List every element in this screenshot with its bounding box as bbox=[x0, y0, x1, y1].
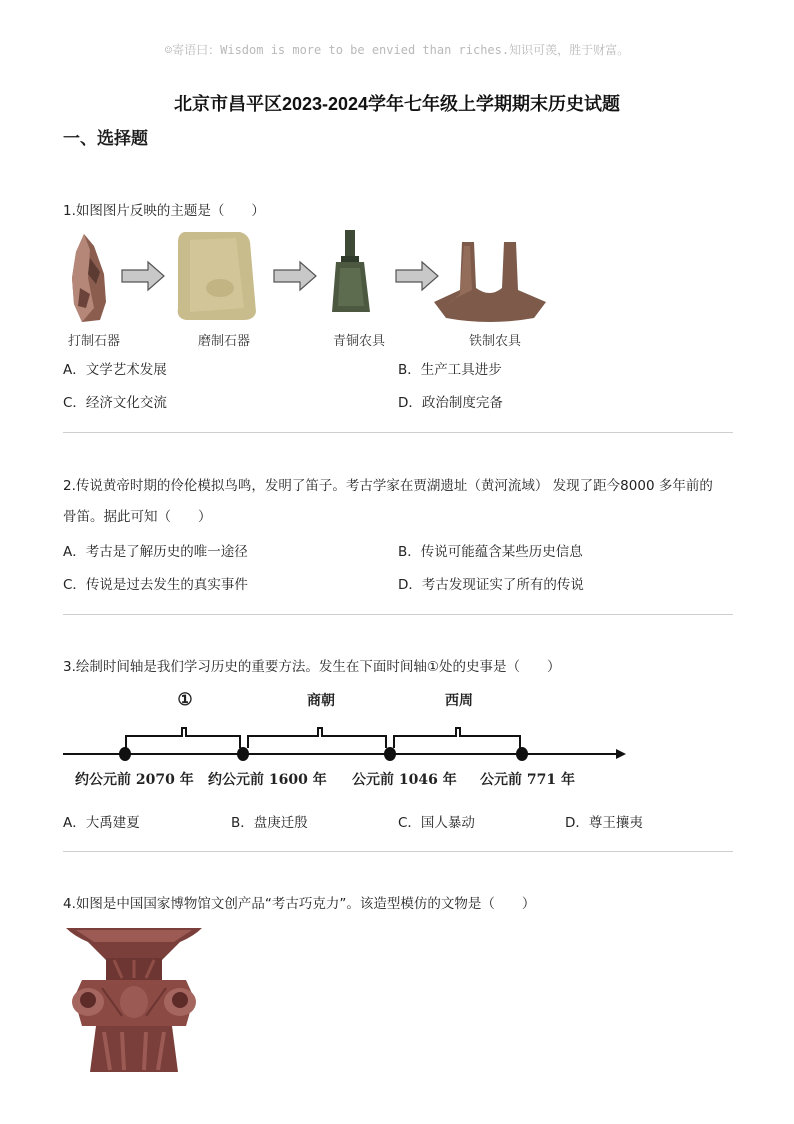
polished-stone-image bbox=[178, 232, 256, 320]
question-3-stem: 3.绘制时间轴是我们学习历史的重要方法。发生在下面时间轴①处的史事是（ ） bbox=[63, 659, 561, 675]
timeline-label-xizhou: 西周 bbox=[445, 693, 473, 709]
chipped-stone-image bbox=[72, 234, 106, 322]
timeline-date-4: 公元前 771 年 bbox=[480, 772, 575, 788]
question-2-stem-line2: 骨笛。据此可知（ ） bbox=[63, 509, 212, 525]
timeline-point-1 bbox=[119, 747, 131, 761]
brace-1 bbox=[126, 728, 240, 748]
caption-bronze-tool: 青铜农具 bbox=[332, 334, 385, 349]
q3-option-c[interactable]: C．国人暴动 bbox=[398, 815, 475, 831]
timeline-arrow-icon bbox=[616, 749, 626, 759]
q1-option-d[interactable]: D．政治制度完备 bbox=[398, 395, 503, 411]
q2-option-d[interactable]: D．考古发现证实了所有的传说 bbox=[398, 577, 584, 593]
arrow-icon-3 bbox=[396, 262, 438, 290]
arrow-icon-2 bbox=[274, 262, 316, 290]
divider bbox=[63, 432, 733, 433]
q3-option-b[interactable]: B．盘庚迁殷 bbox=[231, 815, 308, 831]
timeline-point-2 bbox=[237, 747, 249, 761]
timeline-date-3: 公元前 1046 年 bbox=[352, 772, 457, 788]
bronze-tool-image bbox=[332, 230, 370, 312]
timeline-diagram bbox=[60, 720, 630, 770]
header-quote: ☺寄语曰：Wisdom is more to be envied than riches.知识可羡，胜于财富。 bbox=[164, 43, 630, 57]
bronze-zun-chocolate-image bbox=[62, 922, 207, 1082]
caption-chipped-stone: 打制石器 bbox=[67, 334, 120, 349]
section-heading: 一、选择题 bbox=[63, 129, 148, 149]
iron-tool-image bbox=[434, 242, 546, 322]
arrow-icon-1 bbox=[122, 262, 164, 290]
caption-iron-tool: 铁制农具 bbox=[468, 334, 521, 349]
brace-shang bbox=[248, 728, 386, 748]
timeline-point-4 bbox=[516, 747, 528, 761]
divider bbox=[63, 614, 733, 615]
question-1-stem: 1.如图图片反映的主题是（ ） bbox=[63, 203, 265, 219]
q2-option-b[interactable]: B．传说可能蕴含某些历史信息 bbox=[398, 544, 583, 560]
q2-option-c[interactable]: C．传说是过去发生的真实事件 bbox=[63, 577, 248, 593]
q1-option-b[interactable]: B．生产工具进步 bbox=[398, 362, 502, 378]
timeline-label-shang: 商朝 bbox=[307, 693, 335, 709]
q1-option-c[interactable]: C．经济文化交流 bbox=[63, 395, 167, 411]
timeline-label-circle-1: ① bbox=[177, 690, 193, 710]
question-4-stem: 4.如图是中国国家博物馆文创产品“考古巧克力”。该造型模仿的文物是（ ） bbox=[63, 896, 536, 912]
q1-tools-figure bbox=[60, 228, 620, 328]
caption-polished-stone: 磨制石器 bbox=[197, 334, 250, 349]
timeline-date-2: 约公元前 1600 年 bbox=[208, 772, 327, 788]
q1-option-a[interactable]: A．文学艺术发展 bbox=[63, 362, 167, 378]
q3-option-d[interactable]: D．尊王攘夷 bbox=[565, 815, 643, 831]
timeline-date-1: 约公元前 2070 年 bbox=[75, 772, 194, 788]
timeline-point-3 bbox=[384, 747, 396, 761]
divider bbox=[63, 851, 733, 852]
brace-western-zhou bbox=[394, 728, 520, 748]
q2-option-a[interactable]: A．考古是了解历史的唯一途径 bbox=[63, 544, 248, 560]
question-2-stem-line1: 2.传说黄帝时期的伶伦模拟鸟鸣，发明了笛子。考古学家在贾湖遗址（黄河流域） 发现了距今8000 多年前的 bbox=[63, 478, 713, 494]
page-title: 北京市昌平区2023-2024学年七年级上学期期末历史试题 bbox=[173, 94, 621, 114]
q3-option-a[interactable]: A．大禹建夏 bbox=[63, 815, 140, 831]
